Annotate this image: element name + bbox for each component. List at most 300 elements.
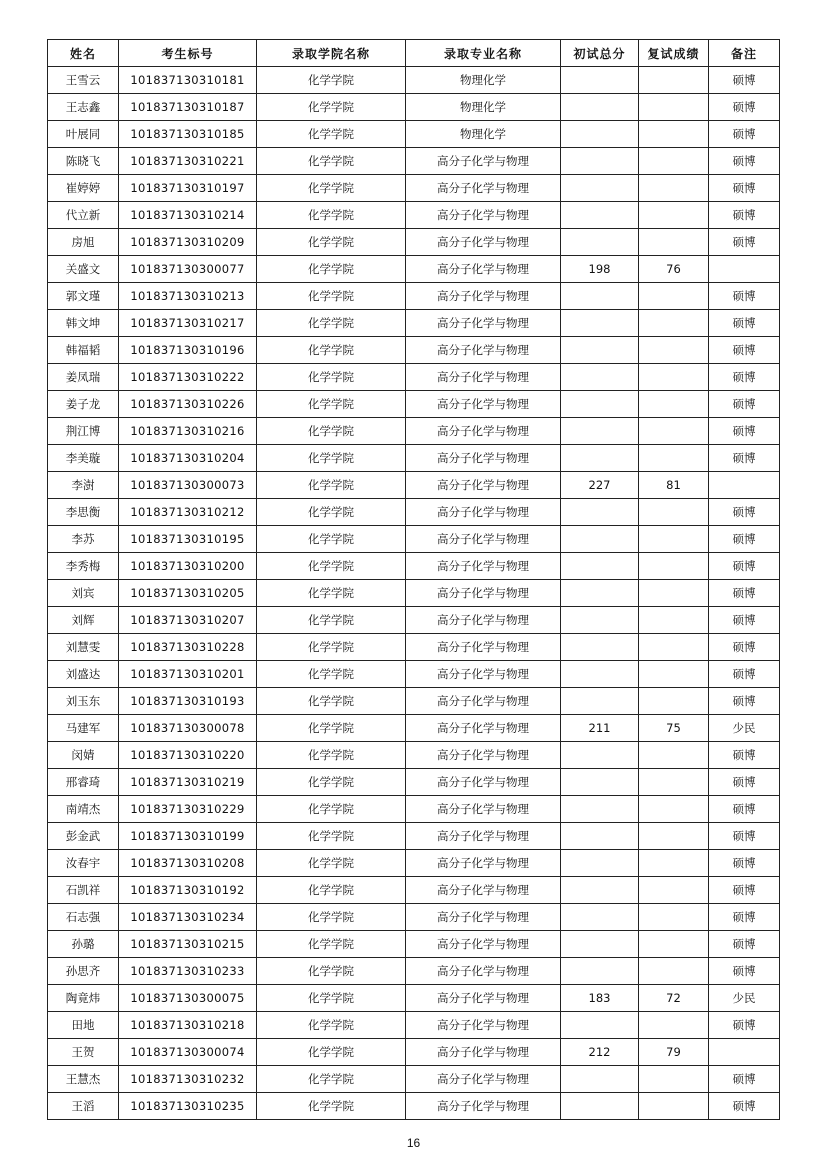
cell-retest-score [639,229,709,256]
cell-name: 孙璐 [48,931,119,958]
cell-retest-score [639,553,709,580]
cell-retest-score [639,904,709,931]
cell-retest-score [639,1093,709,1120]
table-row [48,580,780,607]
table-row [48,877,780,904]
cell-college: 化学学院 [257,418,406,445]
cell-remark: 硕博 [709,904,780,931]
cell-retest-score: 75 [639,715,709,742]
table-row [48,472,780,499]
cell-remark: 硕博 [709,337,780,364]
cell-initial-score [561,877,639,904]
cell-initial-score [561,1066,639,1093]
cell-name: 南靖杰 [48,796,119,823]
cell-retest-score [639,283,709,310]
cell-name: 李澍 [48,472,119,499]
cell-name: 刘慧雯 [48,634,119,661]
cell-initial-score [561,337,639,364]
cell-retest-score [639,850,709,877]
cell-name: 韩文坤 [48,310,119,337]
cell-name: 郭文瑾 [48,283,119,310]
cell-name: 陶竟炜 [48,985,119,1012]
cell-college: 化学学院 [257,67,406,94]
cell-college: 化学学院 [257,283,406,310]
cell-college: 化学学院 [257,553,406,580]
cell-name: 韩福韬 [48,337,119,364]
cell-exam-id: 101837130300078 [119,715,257,742]
cell-remark: 硕博 [709,364,780,391]
table-row [48,202,780,229]
cell-college: 化学学院 [257,1093,406,1120]
cell-initial-score [561,67,639,94]
cell-name: 关盛文 [48,256,119,283]
cell-remark: 硕博 [709,1066,780,1093]
header-major: 录取专业名称 [406,40,561,67]
cell-initial-score [561,175,639,202]
cell-retest-score [639,121,709,148]
table-row [48,553,780,580]
cell-remark: 少民 [709,715,780,742]
cell-initial-score [561,1093,639,1120]
cell-exam-id: 101837130310208 [119,850,257,877]
cell-remark: 硕博 [709,850,780,877]
cell-name: 彭金武 [48,823,119,850]
cell-retest-score [639,175,709,202]
cell-major: 高分子化学与物理 [406,229,561,256]
cell-name: 王志鑫 [48,94,119,121]
cell-college: 化学学院 [257,148,406,175]
cell-initial-score [561,850,639,877]
cell-retest-score [639,202,709,229]
cell-retest-score [639,337,709,364]
cell-major: 物理化学 [406,67,561,94]
table-row [48,256,780,283]
cell-college: 化学学院 [257,985,406,1012]
table-row [48,850,780,877]
cell-college: 化学学院 [257,499,406,526]
cell-retest-score [639,1066,709,1093]
cell-retest-score [639,526,709,553]
cell-college: 化学学院 [257,337,406,364]
table-row [48,823,780,850]
cell-college: 化学学院 [257,364,406,391]
cell-initial-score [561,283,639,310]
cell-name: 代立新 [48,202,119,229]
cell-college: 化学学院 [257,715,406,742]
cell-initial-score [561,310,639,337]
cell-college: 化学学院 [257,121,406,148]
cell-college: 化学学院 [257,688,406,715]
cell-major: 高分子化学与物理 [406,823,561,850]
cell-name: 李思衡 [48,499,119,526]
header-retest-score: 复试成绩 [639,40,709,67]
cell-initial-score [561,958,639,985]
cell-initial-score [561,121,639,148]
cell-exam-id: 101837130300073 [119,472,257,499]
cell-initial-score [561,364,639,391]
cell-initial-score [561,796,639,823]
cell-name: 李美璇 [48,445,119,472]
cell-remark: 硕博 [709,148,780,175]
header-college: 录取学院名称 [257,40,406,67]
cell-remark: 硕博 [709,661,780,688]
table-row [48,445,780,472]
cell-name: 王慧杰 [48,1066,119,1093]
cell-exam-id: 101837130310192 [119,877,257,904]
cell-initial-score [561,823,639,850]
cell-name: 陈晓飞 [48,148,119,175]
header-exam-id: 考生标号 [119,40,257,67]
cell-initial-score [561,148,639,175]
cell-college: 化学学院 [257,391,406,418]
cell-exam-id: 101837130310207 [119,607,257,634]
cell-exam-id: 101837130310232 [119,1066,257,1093]
cell-exam-id: 101837130310200 [119,553,257,580]
cell-major: 高分子化学与物理 [406,364,561,391]
cell-major: 高分子化学与物理 [406,742,561,769]
cell-name: 刘辉 [48,607,119,634]
cell-retest-score: 81 [639,472,709,499]
table-row [48,796,780,823]
cell-college: 化学学院 [257,472,406,499]
cell-major: 高分子化学与物理 [406,283,561,310]
table-row [48,769,780,796]
cell-remark: 硕博 [709,796,780,823]
cell-initial-score [561,418,639,445]
cell-remark: 少民 [709,985,780,1012]
table-row [48,1012,780,1039]
cell-exam-id: 101837130310193 [119,688,257,715]
cell-college: 化学学院 [257,931,406,958]
cell-remark: 硕博 [709,202,780,229]
cell-exam-id: 101837130310222 [119,364,257,391]
cell-name: 王贺 [48,1039,119,1066]
header-initial-score: 初试总分 [561,40,639,67]
table-row [48,607,780,634]
cell-remark: 硕博 [709,283,780,310]
cell-retest-score [639,877,709,904]
cell-major: 高分子化学与物理 [406,499,561,526]
cell-initial-score [561,553,639,580]
cell-initial-score [561,202,639,229]
cell-initial-score [561,607,639,634]
cell-remark [709,472,780,499]
cell-major: 高分子化学与物理 [406,769,561,796]
cell-major: 高分子化学与物理 [406,1066,561,1093]
cell-exam-id: 101837130310219 [119,769,257,796]
table-row [48,958,780,985]
cell-exam-id: 101837130310213 [119,283,257,310]
cell-retest-score [639,580,709,607]
cell-exam-id: 101837130310229 [119,796,257,823]
cell-major: 高分子化学与物理 [406,472,561,499]
cell-remark: 硕博 [709,634,780,661]
cell-college: 化学学院 [257,796,406,823]
cell-major: 高分子化学与物理 [406,688,561,715]
cell-initial-score [561,904,639,931]
cell-exam-id: 101837130300075 [119,985,257,1012]
cell-retest-score [639,418,709,445]
cell-major: 高分子化学与物理 [406,1093,561,1120]
cell-name: 房旭 [48,229,119,256]
cell-college: 化学学院 [257,823,406,850]
cell-remark: 硕博 [709,823,780,850]
cell-retest-score [639,931,709,958]
cell-exam-id: 101837130310218 [119,1012,257,1039]
cell-initial-score [561,688,639,715]
cell-retest-score [639,1012,709,1039]
cell-retest-score [639,310,709,337]
table-body [48,67,780,1120]
cell-exam-id: 101837130310233 [119,958,257,985]
cell-college: 化学学院 [257,850,406,877]
table-row [48,499,780,526]
cell-remark: 硕博 [709,580,780,607]
cell-major: 高分子化学与物理 [406,715,561,742]
cell-exam-id: 101837130310220 [119,742,257,769]
table-row [48,94,780,121]
cell-initial-score [561,526,639,553]
cell-major: 高分子化学与物理 [406,526,561,553]
cell-retest-score [639,94,709,121]
table-row [48,931,780,958]
cell-exam-id: 101837130310228 [119,634,257,661]
cell-remark [709,1039,780,1066]
cell-major: 高分子化学与物理 [406,391,561,418]
table-row [48,364,780,391]
cell-major: 高分子化学与物理 [406,1039,561,1066]
cell-name: 石志强 [48,904,119,931]
cell-college: 化学学院 [257,229,406,256]
cell-college: 化学学院 [257,661,406,688]
cell-retest-score [639,391,709,418]
cell-retest-score [639,499,709,526]
cell-retest-score [639,634,709,661]
cell-major: 物理化学 [406,121,561,148]
cell-name: 闵婧 [48,742,119,769]
table-row [48,175,780,202]
cell-major: 高分子化学与物理 [406,796,561,823]
cell-remark: 硕博 [709,553,780,580]
cell-major: 高分子化学与物理 [406,148,561,175]
cell-name: 叶展同 [48,121,119,148]
cell-retest-score [639,445,709,472]
cell-major: 高分子化学与物理 [406,607,561,634]
header-row [48,40,780,67]
cell-exam-id: 101837130310205 [119,580,257,607]
cell-retest-score [639,742,709,769]
cell-retest-score [639,661,709,688]
page-number: 16 [406,1136,421,1150]
cell-college: 化学学院 [257,94,406,121]
table-row [48,121,780,148]
table-row [48,985,780,1012]
cell-remark: 硕博 [709,175,780,202]
cell-retest-score [639,823,709,850]
cell-college: 化学学院 [257,1066,406,1093]
cell-major: 高分子化学与物理 [406,580,561,607]
cell-exam-id: 101837130310196 [119,337,257,364]
cell-retest-score [639,769,709,796]
cell-exam-id: 101837130310214 [119,202,257,229]
cell-major: 高分子化学与物理 [406,175,561,202]
cell-major: 高分子化学与物理 [406,985,561,1012]
cell-major: 高分子化学与物理 [406,904,561,931]
cell-remark: 硕博 [709,121,780,148]
table-row [48,688,780,715]
table-row [48,337,780,364]
cell-college: 化学学院 [257,175,406,202]
cell-college: 化学学院 [257,526,406,553]
cell-major: 高分子化学与物理 [406,445,561,472]
cell-major: 高分子化学与物理 [406,256,561,283]
table-row [48,310,780,337]
table-row [48,904,780,931]
header-name: 姓名 [48,40,119,67]
cell-remark: 硕博 [709,229,780,256]
cell-college: 化学学院 [257,202,406,229]
cell-college: 化学学院 [257,607,406,634]
cell-exam-id: 101837130310197 [119,175,257,202]
cell-name: 石凯祥 [48,877,119,904]
cell-exam-id: 101837130310226 [119,391,257,418]
cell-major: 高分子化学与物理 [406,202,561,229]
cell-exam-id: 101837130300074 [119,1039,257,1066]
cell-remark: 硕博 [709,94,780,121]
table-row [48,526,780,553]
cell-retest-score: 72 [639,985,709,1012]
cell-college: 化学学院 [257,1039,406,1066]
cell-college: 化学学院 [257,310,406,337]
cell-major: 物理化学 [406,94,561,121]
table-row [48,661,780,688]
cell-exam-id: 101837130310215 [119,931,257,958]
cell-retest-score [639,67,709,94]
cell-major: 高分子化学与物理 [406,553,561,580]
cell-name: 姜子龙 [48,391,119,418]
cell-name: 荆江博 [48,418,119,445]
cell-name: 崔婷婷 [48,175,119,202]
cell-exam-id: 101837130310187 [119,94,257,121]
cell-remark: 硕博 [709,67,780,94]
cell-initial-score: 198 [561,256,639,283]
cell-exam-id: 101837130300077 [119,256,257,283]
cell-exam-id: 101837130310216 [119,418,257,445]
cell-college: 化学学院 [257,742,406,769]
cell-initial-score [561,769,639,796]
cell-retest-score [639,364,709,391]
table-row [48,634,780,661]
cell-exam-id: 101837130310212 [119,499,257,526]
cell-name: 李苏 [48,526,119,553]
cell-remark: 硕博 [709,877,780,904]
cell-major: 高分子化学与物理 [406,337,561,364]
cell-initial-score [561,229,639,256]
cell-exam-id: 101837130310221 [119,148,257,175]
cell-initial-score [561,634,639,661]
cell-initial-score [561,931,639,958]
cell-college: 化学学院 [257,634,406,661]
cell-retest-score [639,958,709,985]
cell-name: 王滔 [48,1093,119,1120]
cell-major: 高分子化学与物理 [406,418,561,445]
table-row [48,229,780,256]
cell-retest-score [639,607,709,634]
cell-name: 邢睿琦 [48,769,119,796]
cell-name: 刘玉东 [48,688,119,715]
cell-initial-score: 183 [561,985,639,1012]
cell-name: 马建军 [48,715,119,742]
table-row [48,148,780,175]
cell-name: 刘宾 [48,580,119,607]
cell-remark: 硕博 [709,931,780,958]
cell-exam-id: 101837130310185 [119,121,257,148]
cell-initial-score [561,391,639,418]
cell-major: 高分子化学与物理 [406,1012,561,1039]
cell-college: 化学学院 [257,877,406,904]
cell-name: 刘盛达 [48,661,119,688]
cell-retest-score: 79 [639,1039,709,1066]
cell-exam-id: 101837130310204 [119,445,257,472]
cell-major: 高分子化学与物理 [406,850,561,877]
cell-retest-score [639,148,709,175]
cell-exam-id: 101837130310234 [119,904,257,931]
cell-exam-id: 101837130310209 [119,229,257,256]
cell-major: 高分子化学与物理 [406,958,561,985]
cell-name: 汝春宇 [48,850,119,877]
cell-initial-score [561,1012,639,1039]
cell-remark: 硕博 [709,742,780,769]
table-row [48,1066,780,1093]
cell-initial-score [561,742,639,769]
cell-retest-score [639,688,709,715]
cell-remark: 硕博 [709,499,780,526]
cell-remark: 硕博 [709,769,780,796]
cell-college: 化学学院 [257,256,406,283]
cell-college: 化学学院 [257,1012,406,1039]
cell-remark: 硕博 [709,1093,780,1120]
cell-remark: 硕博 [709,1012,780,1039]
cell-initial-score [561,499,639,526]
cell-remark: 硕博 [709,445,780,472]
cell-remark [709,256,780,283]
cell-major: 高分子化学与物理 [406,634,561,661]
cell-major: 高分子化学与物理 [406,931,561,958]
cell-remark: 硕博 [709,310,780,337]
cell-exam-id: 101837130310201 [119,661,257,688]
cell-college: 化学学院 [257,445,406,472]
cell-remark: 硕博 [709,418,780,445]
cell-initial-score [561,661,639,688]
cell-remark: 硕博 [709,607,780,634]
cell-initial-score: 211 [561,715,639,742]
cell-initial-score [561,94,639,121]
cell-retest-score: 76 [639,256,709,283]
cell-exam-id: 101837130310181 [119,67,257,94]
cell-remark: 硕博 [709,958,780,985]
table-row [48,283,780,310]
cell-college: 化学学院 [257,904,406,931]
cell-remark: 硕博 [709,391,780,418]
cell-major: 高分子化学与物理 [406,877,561,904]
cell-name: 王雪云 [48,67,119,94]
table-row [48,1093,780,1120]
cell-major: 高分子化学与物理 [406,310,561,337]
cell-name: 李秀梅 [48,553,119,580]
cell-major: 高分子化学与物理 [406,661,561,688]
table-row [48,742,780,769]
cell-retest-score [639,796,709,823]
